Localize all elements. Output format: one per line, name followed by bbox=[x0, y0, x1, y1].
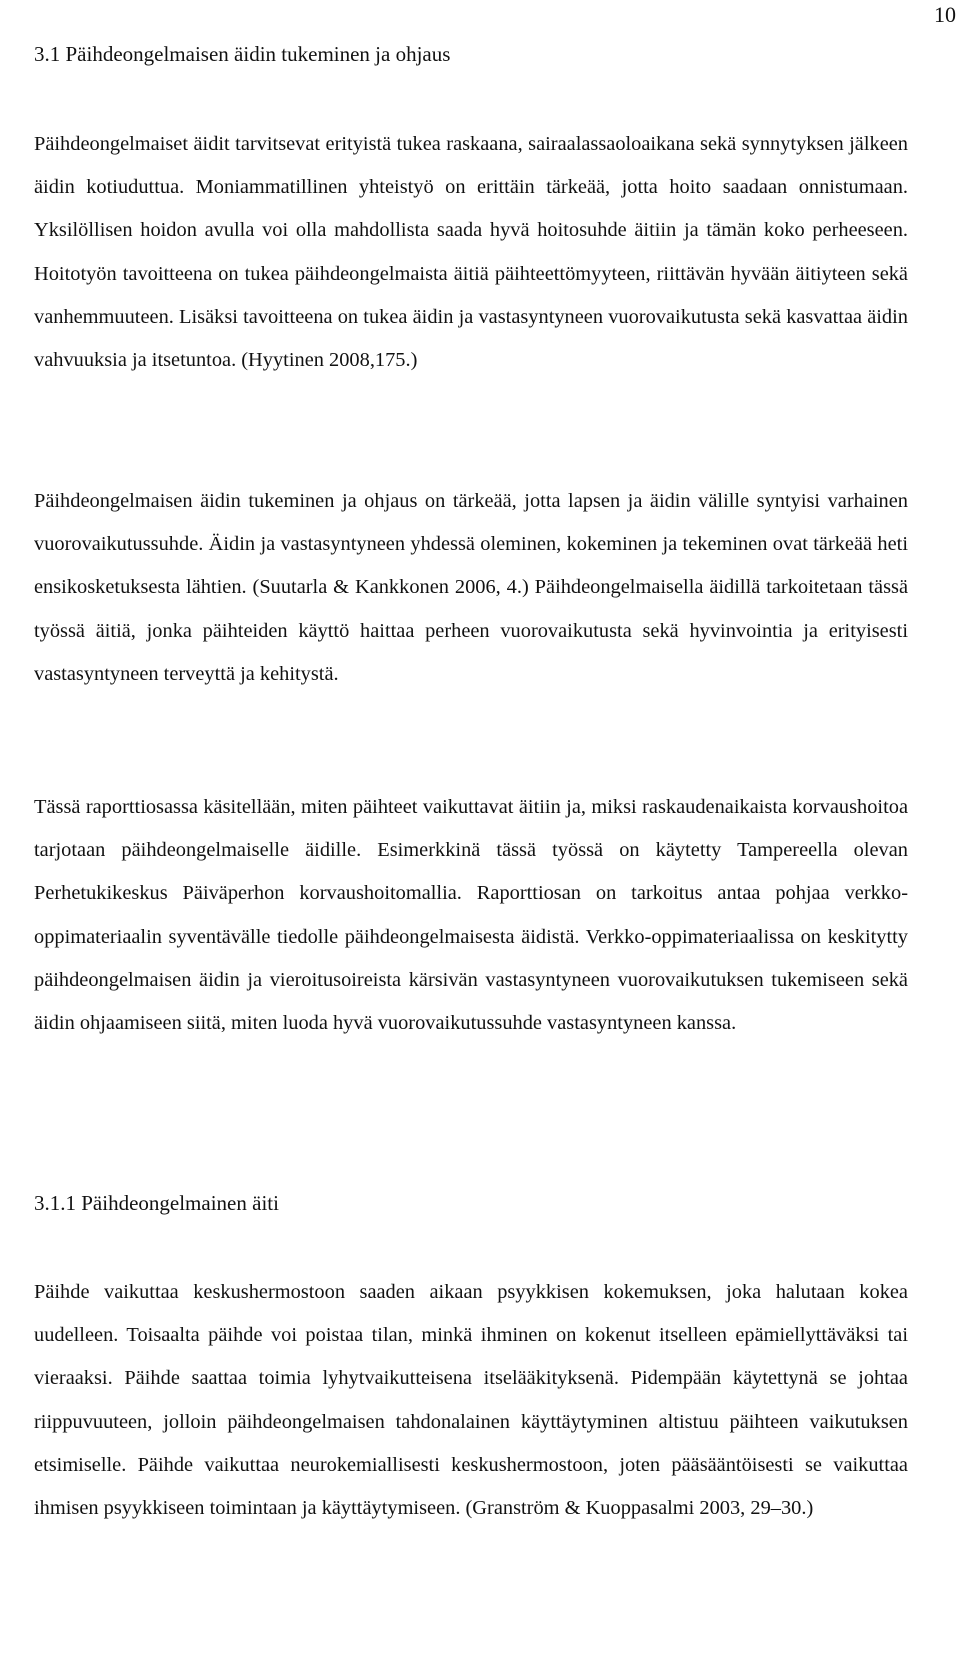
page-number: 10 bbox=[934, 2, 956, 27]
paragraph-3: Tässä raporttiosassa käsitellään, miten päihteet vaikuttavat äitiin ja, miksi raskaudenaikaista korvaushoitoa tarjotaan päihdeongelmaiselle äidille. Esimerkkinä tässä työssä on käytetty Tampereella olevan Perhetukikeskus Päiväperhon korvaushoitomallia. Raporttiosan on tarkoitus antaa pohjaa verkko-oppimateriaalin syventävälle tiedolle päihdeongelmaisesta äidistä. Verkko-oppimateriaalissa on keskitytty päihdeongelmaisen äidin ja vieroitusoireista kärsivän vastasyntyneen vuorovaikutuksen tukemiseen sekä äidin ohjaamiseen siitä, miten luoda hyvä vuorovaikutussuhde vastasyntyneen kanssa. bbox=[34, 796, 908, 1035]
section-heading-3-1-1: 3.1.1 Päihdeongelmainen äiti bbox=[34, 1191, 279, 1215]
paragraph-4: Päihde vaikuttaa keskushermostoon saaden aikaan psyykkisen kokemuksen, joka halutaan kokea uudelleen. Toisaalta päihde voi poistaa tilan, minkä ihminen on kokenut itselleen epämiellyttäväksi tai vieraaksi. Päihde saattaa toimia lyhytvaikutteisena itselääkityksenä. Pidempään käytettynä se johtaa riippuvuuteen, jolloin päihdeongelmaisen tahdonalainen käyttäytyminen altistuu päihteen vaikutuksen etsimiselle. Päihde vaikuttaa neurokemiallisesti keskushermostoon, joten pääsääntöisesti se vaikuttaa ihmisen psyykkiseen toimintaan ja käyttäytymiseen. (Granström & Kuoppasalmi 2003, 29–30.) bbox=[34, 1281, 908, 1520]
paragraph-2: Päihdeongelmaisen äidin tukeminen ja ohjaus on tärkeää, jotta lapsen ja äidin välille syntyisi varhainen vuorovaikutussuhde. Äidin ja vastasyntyneen yhdessä oleminen, kokeminen ja tekeminen ovat tärkeää heti ensikosketuksesta lähtien. (Suutarla & Kankkonen 2006, 4.) Päihdeongelmaisella äidillä tarkoitetaan tässä työssä äitiä, jonka päihteiden käyttö haittaa perheen vuorovaikutusta sekä hyvinvointia ja erityisesti vastasyntyneen terveyttä ja kehitystä. bbox=[34, 490, 908, 685]
paragraph-1: Päihdeongelmaiset äidit tarvitsevat erityistä tukea raskaana, sairaalassaoloaikana sekä synnytyksen jälkeen äidin kotiuduttua. Moniammatillinen yhteistyö on erittäin tärkeää, jotta hoito saadaan onnistumaan. Yksilöllisen hoidon avulla voi olla mahdollista saada hyvä hoitosuhde äitiin ja tämän koko perheeseen. Hoitotyön tavoitteena on tukea päihdeongelmaista äitiä päihteettömyyteen, riittävän hyvään äitiyteen sekä vanhemmuuteen. Lisäksi tavoitteena on tukea äidin ja vastasyntyneen vuorovaikutusta sekä kasvattaa äidin vahvuuksia ja itsetuntoa. (Hyytinen 2008,175.) bbox=[34, 133, 908, 372]
section-heading-3-1: 3.1 Päihdeongelmaisen äidin tukeminen ja ohjaus bbox=[34, 42, 451, 66]
